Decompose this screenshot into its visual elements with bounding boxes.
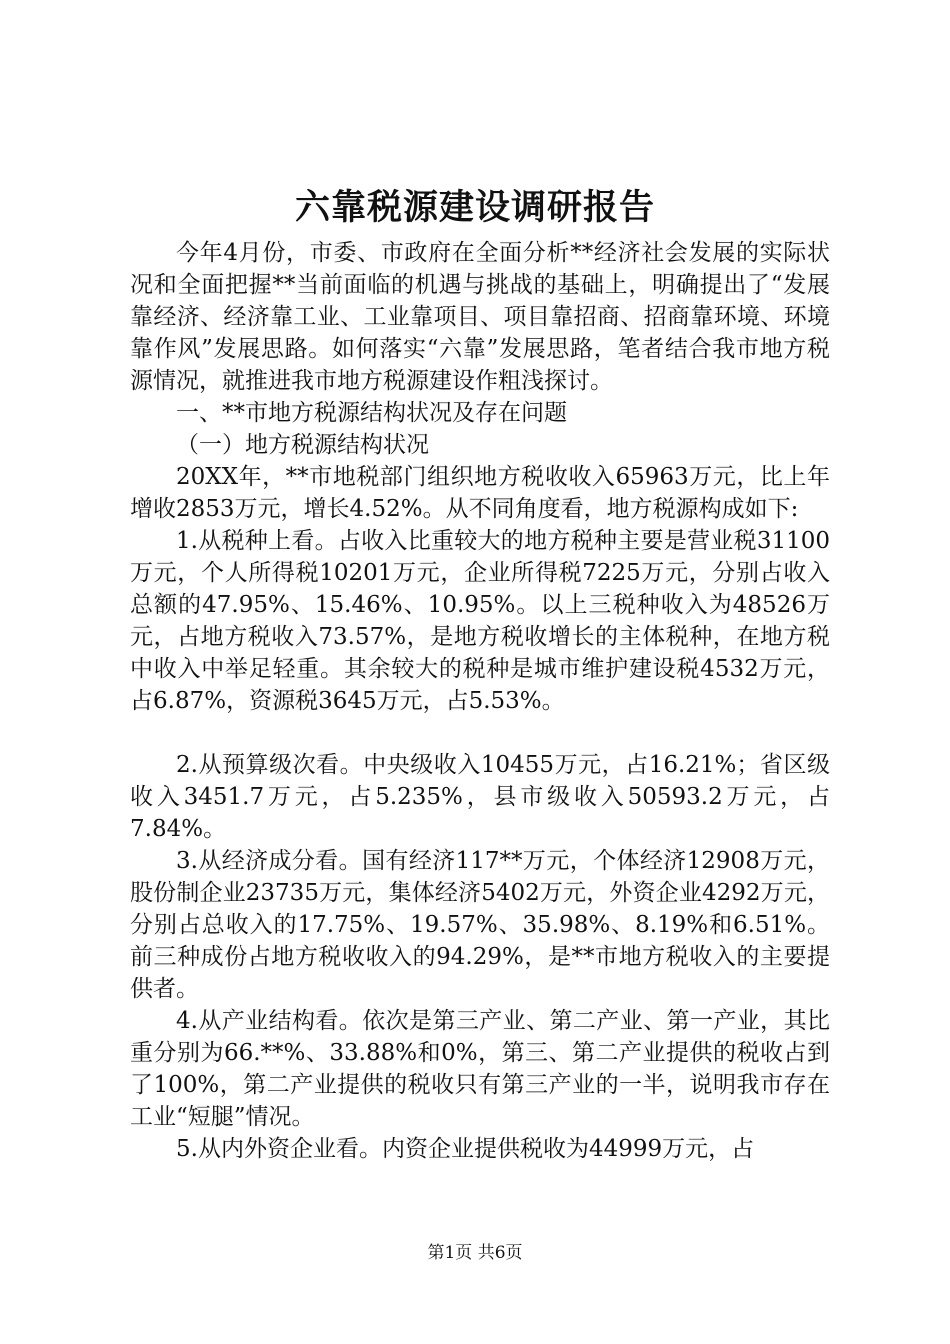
paragraph-item-2: 2.从预算级次看。中央级收入10455万元，占16.21%；省区级收入3451.7万元，占5.235%，县市级收入50593.2万元，占7.84%。 [130,752,830,842]
paragraph-overview: 20XX年，**市地税部门组织地方税收收入65963万元，比上年增收2853万元，增长4.52%。从不同角度看，地方税源构成如下: [130,464,830,522]
document-title: 六靠税源建设调研报告 [294,187,655,228]
section-heading-1: 一、**市地方税源结构状况及存在问题 [176,400,567,426]
document-body [130,237,830,1165]
paragraph-item-3: 3.从经济成分看。国有经济117**万元，个体经济12908万元，股份制企业23735万元，集体经济5402万元，外资企业4292万元，分别占总收入的17.75%、19.57%、35.98%、8.19%和6.51%。前三种成份占地方税收收入的94.29%，是**市地方税收入的主要提供者。 [130,848,830,1002]
paragraph-item-5: 5.从内外资企业看。内资企业提供税收为44999万元，占 [176,1136,755,1162]
paragraph-intro: 今年4月份，市委、市政府在全面分析**经济社会发展的实际状况和全面把握**当前面临的机遇与挑战的基础上，明确提出了“发展靠经济、经济靠工业、工业靠项目、项目靠招商、招商靠环境、环境靠作风”发展思路。如何落实“六靠”发展思路，笔者结合我市地方税源情况，就推进我市地方税源建设作粗浅探讨。 [130,240,830,394]
paragraph-item-4: 4.从产业结构看。依次是第三产业、第二产业、第一产业，其比重分别为66.**%、33.88%和0%，第三、第二产业提供的税收占到了100%，第二产业提供的税收只有第三产业的一半，说明我市存在工业“短腿”情况。 [130,1008,830,1130]
page-footer: 第1页 共6页 [427,1243,523,1263]
subsection-heading-1: （一）地方税源结构状况 [176,432,429,458]
paragraph-item-1: 1.从税种上看。占收入比重较大的地方税种主要是营业税31100万元，个人所得税10201万元，企业所得税7225万元，分别占收入总额的47.95%、15.46%、10.95%。以上三税种收入为48526万元，占地方税收入73.57%，是地方税收增长的主体税种，在地方税中收入中举足轻重。其余较大的税种是城市维护建设税4532万元，占6.87%，资源税3645万元，占5.53%。 [130,528,830,714]
